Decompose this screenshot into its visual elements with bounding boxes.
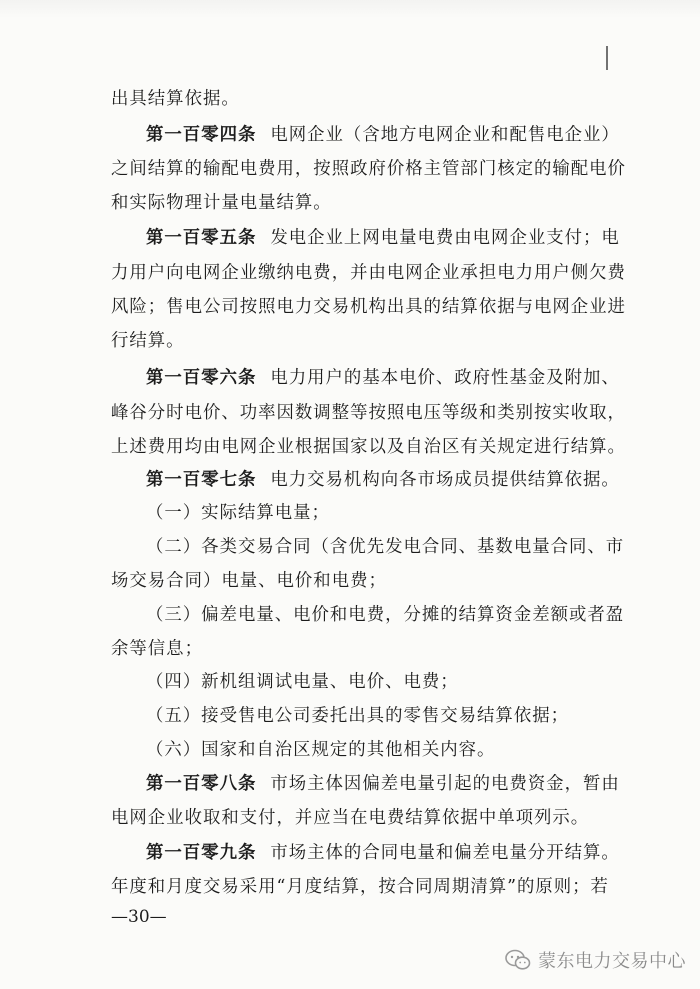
article-109-line: 第一百零九条 市场主体的合同电量和偏差电量分开结算。 [146, 843, 620, 863]
article-number: 第一百零七条 [146, 470, 257, 490]
text-line: 峰谷分时电价、功率因数调整等按照电压等级和类别按实收取， [111, 403, 626, 423]
text-line: 年度和月度交易采用“月度结算，按合同周期清算”的原则；若 [111, 877, 609, 897]
text-line: 场交易合同）电量、电价和电费； [111, 571, 387, 591]
text-line: 和实际物理计量电量结算。 [111, 193, 332, 213]
list-item: （五）接受售电公司委托出具的零售交易结算依据； [146, 706, 569, 726]
watermark [505, 945, 686, 975]
article-number: 第一百零九条 [146, 843, 257, 863]
text-line: 余等信息； [111, 639, 203, 659]
article-106-line: 第一百零六条 电力用户的基本电价、政府性基金及附加、 [146, 368, 620, 388]
text-line: 之间结算的输配电费用，按照政府价格主管部门核定的输配电价 [111, 159, 626, 179]
text-line: 出具结算依据。 [111, 89, 240, 109]
list-item: （六）国家和自治区规定的其他相关内容。 [146, 740, 496, 760]
article-number: 第一百零四条 [146, 125, 257, 145]
article-104-line: 第一百零四条 电网企业（含地方电网企业和配售电企业） [146, 125, 620, 145]
text-line: 电网企业收取和支付，并应当在电费结算依据中单项列示。 [111, 808, 590, 828]
text-line: 风险；售电公司按照电力交易机构出具的结算依据与电网企业进 [111, 297, 626, 317]
list-item: （二）各类交易合同（含优先发电合同、基数电量合同、市 [146, 537, 625, 557]
text-line: 行结算。 [111, 331, 185, 351]
scan-mark [606, 46, 608, 70]
article-number: 第一百零六条 [146, 368, 257, 388]
text-line: 上述费用均由电网企业根据国家以及自治区有关规定进行结算。 [111, 437, 626, 457]
page-number: —30— [111, 907, 167, 927]
article-105-line: 第一百零五条 发电企业上网电量电费由电网企业支付；电 [146, 228, 620, 248]
article-108-line: 第一百零八条 市场主体因偏差电量引起的电费资金，暂由 [146, 774, 620, 794]
list-item: （三）偏差电量、电价和电费，分摊的结算资金差额或者盈 [146, 605, 625, 625]
wechat-icon [505, 949, 531, 971]
article-107-line: 第一百零七条 电力交易机构向各市场成员提供结算依据。 [146, 470, 620, 490]
text-line: 力用户向电网企业缴纳电费，并由电网企业承担电力用户侧欠费 [111, 263, 626, 283]
watermark-text: 蒙东电力交易中心 [538, 951, 686, 972]
list-item: （四）新机组调试电量、电价、电费； [146, 672, 459, 692]
article-number: 第一百零五条 [146, 228, 257, 248]
article-number: 第一百零八条 [146, 774, 257, 794]
list-item: （一）实际结算电量； [146, 503, 330, 523]
